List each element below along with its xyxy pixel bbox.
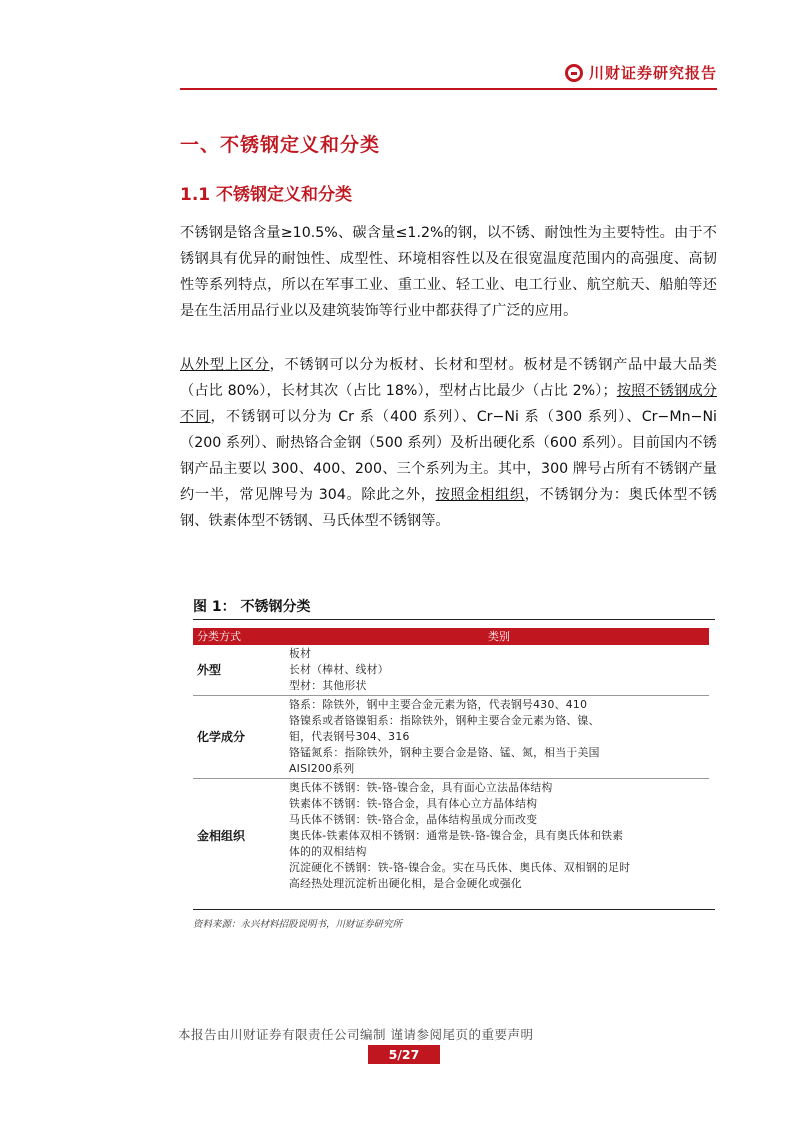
paragraph-classification — [180, 352, 717, 534]
category-line: 奥氏体不锈钢：铁-铬-镍合金，具有面心立法晶体结构 — [289, 781, 553, 794]
page-header — [180, 62, 717, 88]
category-line: 马氏体不锈钢：铁-铬合金，晶体结构虽成分而改变 — [289, 813, 538, 826]
row-categories — [285, 696, 709, 779]
figure-bottom-rule — [193, 909, 715, 910]
category-line: 板材 — [289, 647, 312, 660]
subsection-title: 1.1 不锈钢定义和分类 — [180, 185, 353, 205]
row-method: 化学成分 — [193, 696, 285, 779]
category-line: AISI200系列 — [289, 762, 355, 775]
figure-title: 图 1： 不锈钢分类 — [193, 599, 311, 615]
page-number: 5/27 — [368, 1045, 440, 1064]
table-row — [193, 696, 709, 779]
category-line: 型材：其他形状 — [289, 679, 367, 692]
classification-table — [193, 628, 709, 893]
category-line: 铬镍系或者铬镍钼系：指除铁外，钢种主要合金元素为铬、镍、 — [289, 714, 600, 727]
text-run: ，不锈钢分为：奥氏体型不锈钢、铁素体型不锈钢、马氏体型不锈钢等。 — [180, 487, 717, 529]
table-header-row — [193, 628, 709, 645]
row-categories — [285, 779, 709, 894]
category-line: 长材（棒材、线材） — [289, 663, 389, 676]
table-row — [193, 779, 709, 894]
header-category: 类别 — [285, 628, 709, 645]
company-logo-icon — [565, 64, 583, 82]
header-divider — [180, 88, 717, 90]
table-row — [193, 645, 709, 696]
row-method: 外型 — [193, 645, 285, 696]
underlined-phrase-composition: 按照不锈钢成分不同 — [180, 383, 717, 425]
category-line: 铬锰氮系：指除铁外，钢种主要合金是铬、锰、氮，相当于美国 — [289, 746, 600, 759]
header-method: 分类方式 — [193, 628, 285, 645]
category-line: 体的的双相结构 — [289, 845, 367, 858]
category-line: 铁素体不锈钢：铁-铬合金，具有体心立方晶体结构 — [289, 797, 538, 810]
figure-source: 资料来源：永兴材料招股说明书，川财证券研究所 — [193, 919, 403, 930]
header-title: 川财证券研究报告 — [588, 64, 717, 82]
row-method: 金相组织 — [197, 829, 246, 843]
footer-disclaimer: 本报告由川财证券有限责任公司编制 谨请参阅尾页的重要声明 — [178, 1027, 534, 1042]
underlined-phrase-shape: 从外型上区分 — [180, 357, 270, 373]
section-title: 一、不锈钢定义和分类 — [180, 134, 381, 156]
category-line: 沉淀硬化不锈钢：铁-铬-镍合金。实在马氏体、奥氏体、双相钢的足时 — [289, 861, 631, 874]
text-run: ，不锈钢可以分为 Cr 系（400 系列）、Cr−Ni 系（300 系列）、Cr−Mn−Ni（200 系列）、耐热铬合金钢（500 系列）及析出硬化系（600 系列）。目前国内不锈钢产品主要以 300、400、200、三个系列为主。其中，300 牌号占所有不锈钢产量约一半，常见牌号为 304。除此之外， — [180, 409, 717, 503]
text-run: ，不锈钢可以分为板材、长材和型材。板材是不锈钢产品中最大品类（占比 80%），长材其次（占比 18%），型材占比最少（占比 2%）； — [180, 357, 717, 399]
figure-top-rule — [193, 619, 715, 620]
category-line: 铬系：除铁外，钢中主要合金元素为铬，代表钢号430、410 — [289, 698, 588, 711]
header-brand — [565, 62, 717, 83]
paragraph-definition: 不锈钢是铬含量≥10.5%、碳含量≤1.2%的钢，以不锈、耐蚀性为主要特性。由于不锈钢具有优异的耐蚀性、成型性、环境相容性以及在很宽温度范围内的高强度、高韧性等系列特点，所以在军事工业、重工业、轻工业、电工行业、航空航天、船舶等还是在生活用品行业以及建筑装饰等行业中都获得了广泛的应用。 — [180, 225, 717, 319]
category-line: 钼，代表钢号304、316 — [289, 730, 410, 743]
row-categories — [285, 645, 709, 696]
category-line: 奥氏体-铁素体双相不锈钢：通常是铁-铬-镍合金，具有奥氏体和铁素 — [289, 829, 624, 842]
underlined-phrase-metallographic: 按照金相组织 — [435, 487, 525, 503]
category-line: 高经热处理沉淀析出硬化相，是合金硬化或强化 — [289, 877, 523, 890]
